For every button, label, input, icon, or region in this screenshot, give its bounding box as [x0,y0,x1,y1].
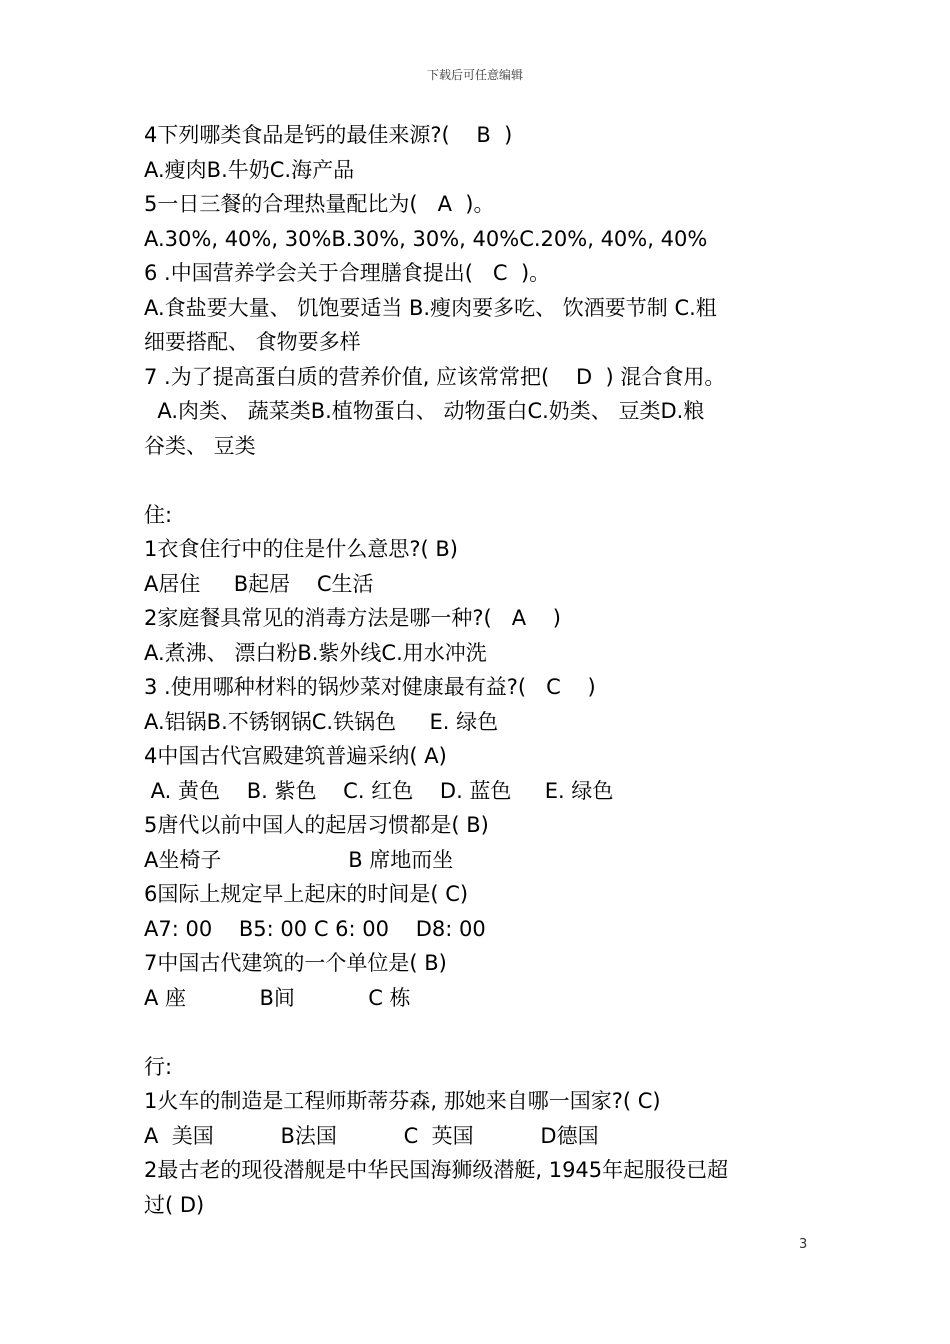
text-line: A 座 B间 C 栋 [144,985,411,1010]
section-heading-zhu: 住: [144,502,173,527]
text-line: A. 黄色 B. 紫色 C. 红色 D. 蓝色 E. 绿色 [144,778,614,803]
text-line: 2最古老的现役潜舰是中华民国海狮级潜艇, 1945年起服役已超 [144,1158,729,1182]
text-line: 7 .为了提高蛋白质的营养价值, 应该常常把( D ) 混合食用。 [144,364,726,389]
text-line: 5一日三餐的合理热量配比为( A )。 [144,192,495,216]
text-line: 4中国古代宫殿建筑普遍采纳( A) [144,744,447,768]
blank-line [144,1015,814,1050]
document-body [144,118,814,1222]
text-line: 6 .中国营养学会关于合理膳食提出( C )。 [144,261,551,285]
text-line: 1火车的制造是工程师斯蒂芬森, 那她来自哪一国家?( C) [144,1089,661,1113]
text-line: A.煮沸、 漂白粉B.紫外线C.用水冲洗 [144,640,487,665]
text-line: 3 .使用哪种材料的锅炒菜对健康最有益?( C ) [144,675,596,699]
text-line: A居住 B起居 C生活 [144,571,374,596]
text-line: 1衣食住行中的住是什么意思?( B) [144,537,458,561]
page-number: 3 [799,1237,808,1252]
section-heading-xing: 行: [144,1054,173,1079]
text-line: 2家庭餐具常见的消毒方法是哪一种?( A ) [144,606,561,630]
text-line: 细要搭配、 食物要多样 [144,330,361,354]
text-line: A7: 00 B5: 00 C 6: 00 D8: 00 [144,916,486,941]
text-line: A 美国 B法国 C 英国 D德国 [144,1123,599,1148]
text-line: A.铝锅B.不锈钢锅C.铁锅色 E. 绿色 [144,709,499,734]
text-line: A.肉类、 蔬菜类B.植物蛋白、 动物蛋白C.奶类、 豆类D.粮 [144,399,705,423]
text-line: 5唐代以前中国人的起居习惯都是( B) [144,813,489,837]
text-line: A.食盐要大量、 饥饱要适当 B.瘦肉要多吃、 饮酒要节制 C.粗 [144,295,717,320]
page-header: 下载后可任意编辑 [426,68,523,82]
text-line: 6国际上规定早上起床的时间是( C) [144,882,469,906]
text-line: A坐椅子 B 席地而坐 [144,847,454,872]
text-line: 过( D) [144,1192,205,1217]
blank-line [144,463,814,498]
text-line: A.30%, 40%, 30%B.30%, 30%, 40%C.20%, 40%, 40% [144,226,708,251]
text-line: A.瘦肉B.牛奶C.海产品 [144,157,355,182]
text-line: 谷类、 豆类 [144,433,256,458]
text-line: 4下列哪类食品是钙的最佳来源?( B ) [144,123,513,147]
text-line: 7中国古代建筑的一个单位是( B) [144,951,447,975]
